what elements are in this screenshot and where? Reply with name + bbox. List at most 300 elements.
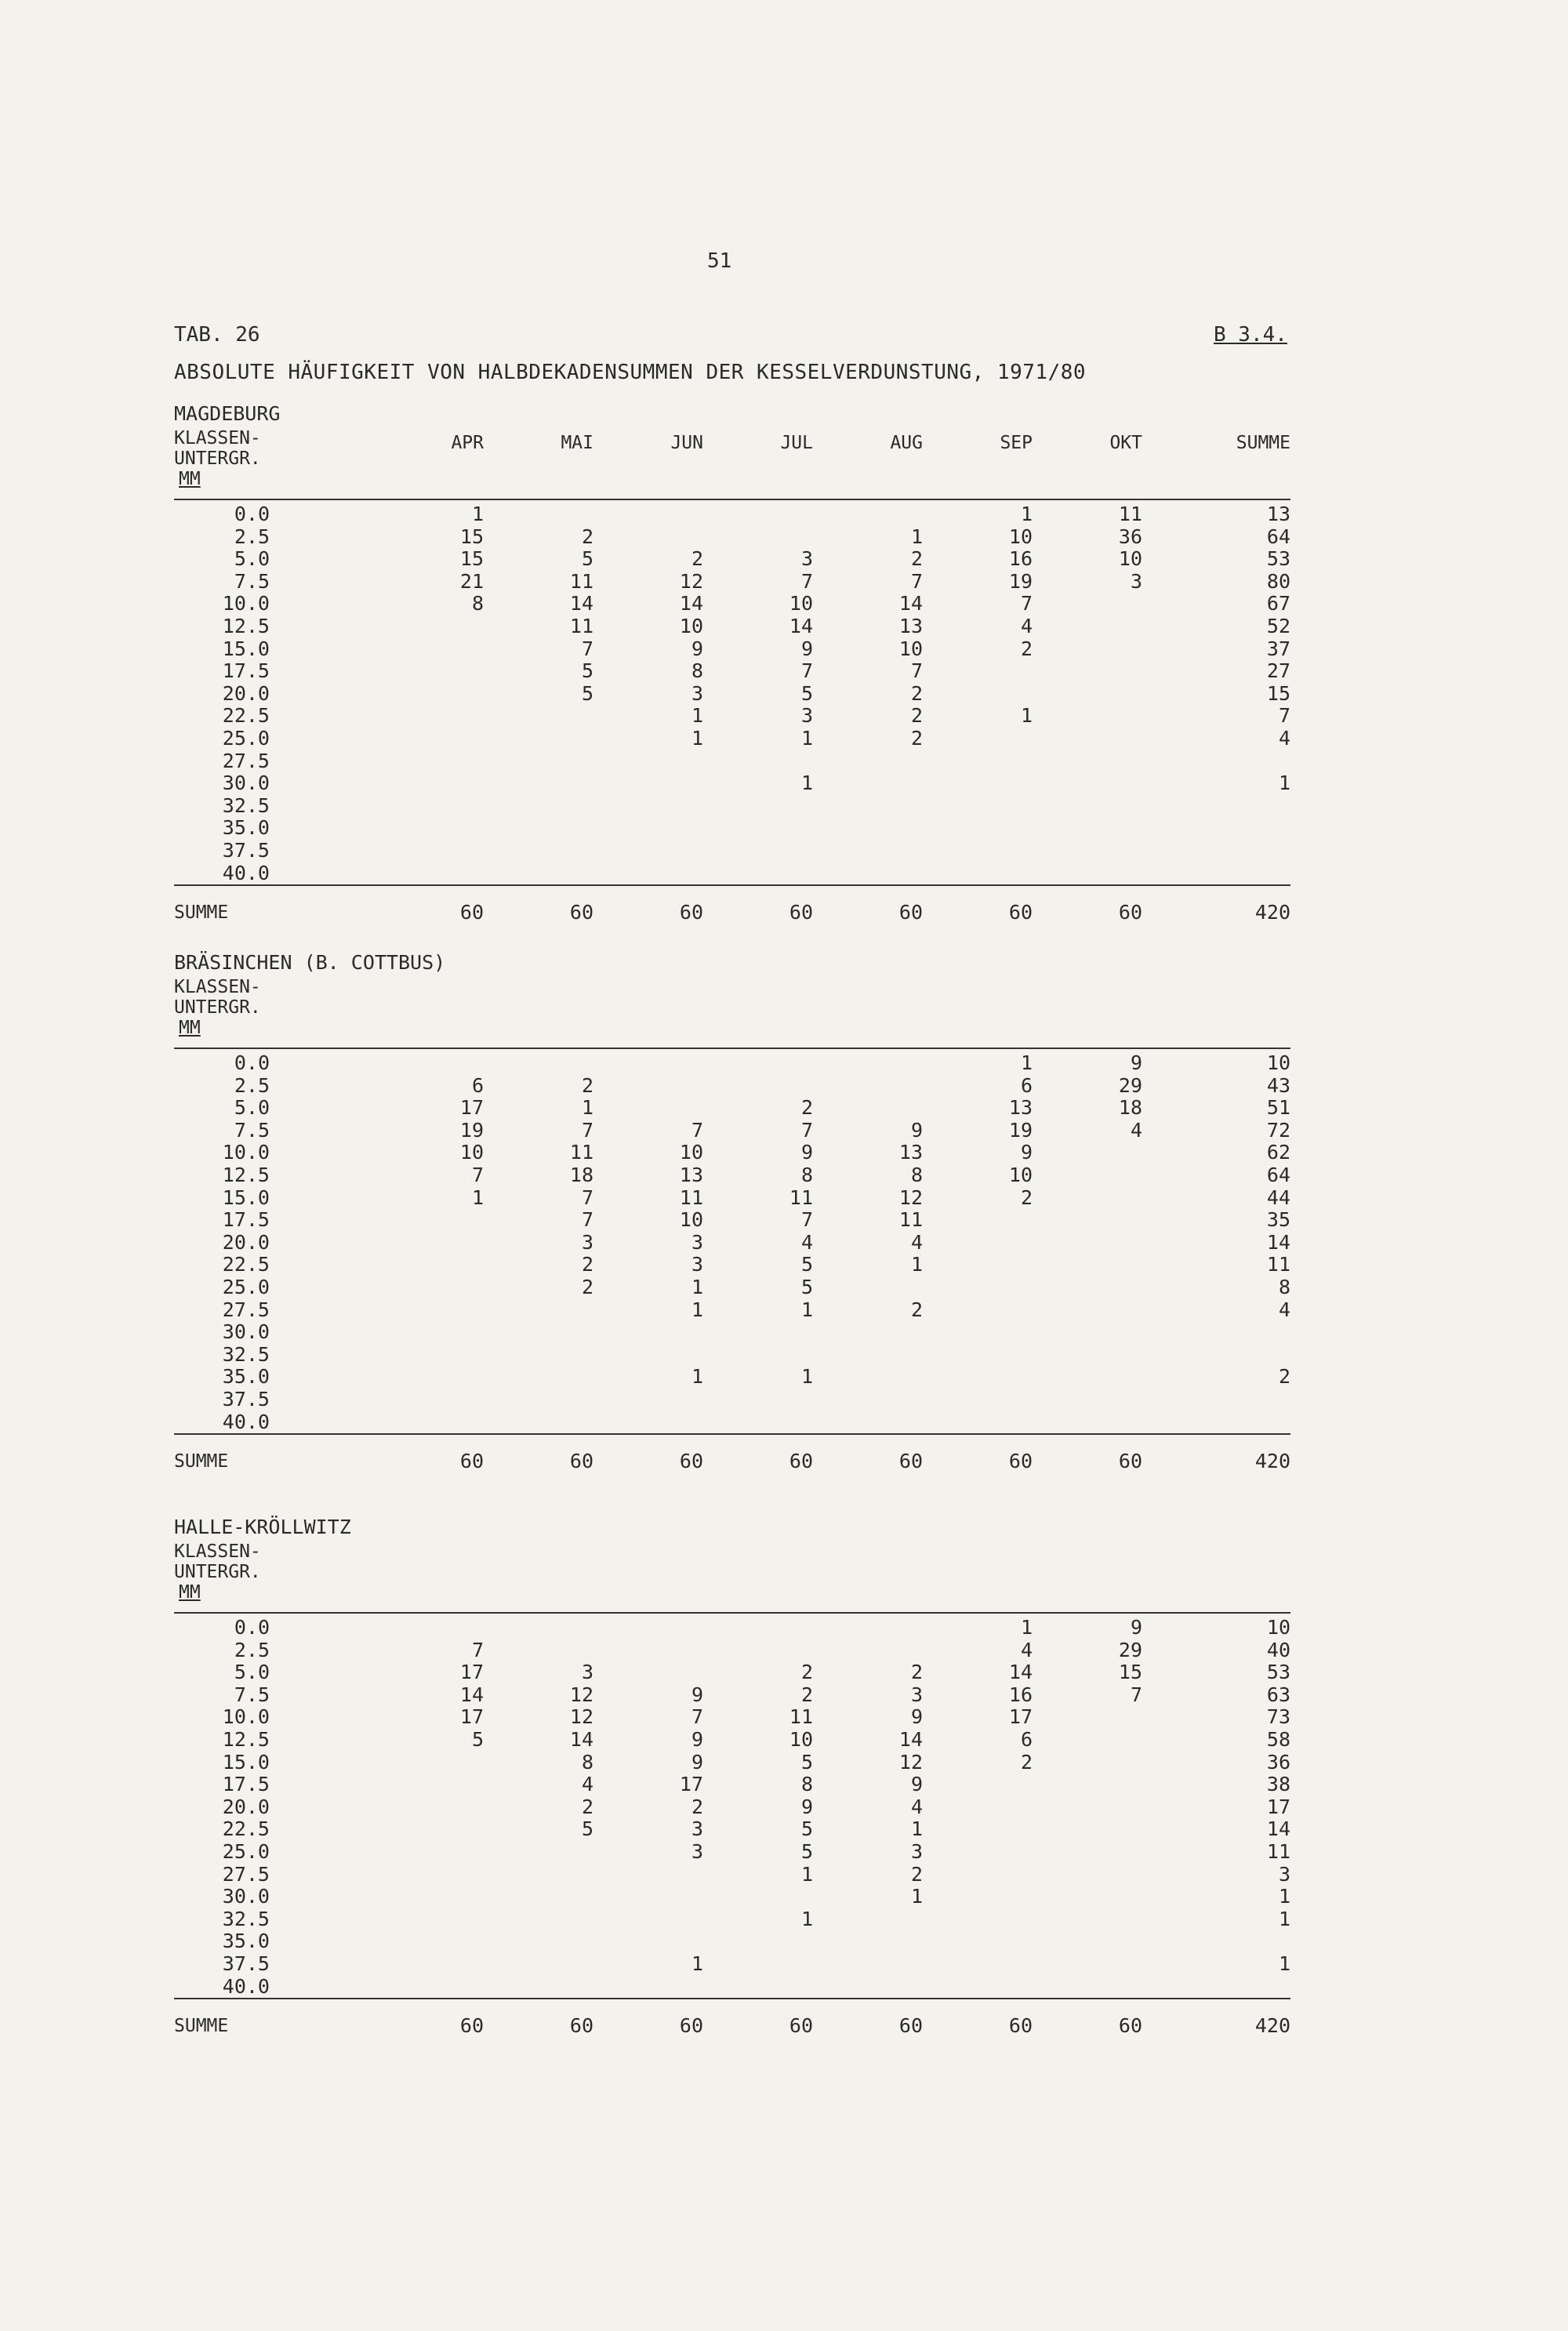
class-value: 7.5 bbox=[234, 569, 270, 593]
class-value: 5.0 bbox=[234, 547, 270, 571]
table-row bbox=[174, 1389, 1290, 1411]
cell-value: 2 bbox=[581, 525, 593, 548]
table-row bbox=[174, 1752, 1290, 1774]
class-header bbox=[174, 1541, 261, 1603]
class-value: 27.5 bbox=[222, 1298, 270, 1321]
cell-value: 7 bbox=[910, 569, 923, 593]
cell-value: 9 bbox=[691, 1683, 703, 1706]
table-header bbox=[174, 977, 1290, 1047]
class-header-line: MM bbox=[179, 469, 201, 489]
table-row bbox=[174, 1366, 1290, 1389]
table-row bbox=[174, 660, 1290, 683]
cell-value: 27 bbox=[1266, 659, 1290, 683]
cell-value: 3 bbox=[800, 547, 813, 571]
sum-value: 60 bbox=[1008, 1450, 1033, 1473]
cell-value: 1 bbox=[910, 1817, 923, 1841]
station-name: MAGDEBURG bbox=[174, 402, 281, 425]
cell-value: 1 bbox=[691, 726, 703, 750]
cell-value: 2 bbox=[581, 1253, 593, 1276]
class-value: 12.5 bbox=[222, 614, 270, 637]
cell-value: 6 bbox=[1020, 1727, 1033, 1751]
class-value: 40.0 bbox=[222, 1974, 270, 1998]
class-value: 17.5 bbox=[222, 659, 270, 683]
class-header-line: KLASSEN- bbox=[174, 1541, 261, 1562]
cell-value: 16 bbox=[1008, 1683, 1033, 1706]
table-row bbox=[174, 1886, 1290, 1908]
cell-value: 1 bbox=[471, 1185, 484, 1209]
table-row bbox=[174, 1164, 1290, 1187]
class-value: 20.0 bbox=[222, 1230, 270, 1254]
cell-value: 10 bbox=[898, 637, 923, 660]
cell-value: 64 bbox=[1266, 525, 1290, 548]
cell-value: 15 bbox=[1266, 681, 1290, 705]
sum-value: 60 bbox=[679, 1450, 703, 1473]
cell-value: 2 bbox=[910, 681, 923, 705]
cell-value: 13 bbox=[898, 614, 923, 637]
cell-value: 1 bbox=[800, 726, 813, 750]
table-row bbox=[174, 571, 1290, 594]
cell-value: 7 bbox=[471, 1163, 484, 1186]
cell-value: 2 bbox=[581, 1275, 593, 1298]
cell-value: 9 bbox=[691, 1727, 703, 1751]
table-row bbox=[174, 526, 1290, 549]
station-name: HALLE-KRÖLLWITZ bbox=[174, 1516, 351, 1538]
cell-value: 15 bbox=[1118, 1661, 1142, 1684]
cell-value: 3 bbox=[691, 1230, 703, 1254]
cell-value: 2 bbox=[800, 1683, 813, 1706]
cell-value: 5 bbox=[581, 681, 593, 705]
table-row bbox=[174, 1411, 1290, 1434]
station-section bbox=[174, 949, 1290, 1477]
table-row bbox=[174, 1187, 1290, 1210]
cell-value: 17 bbox=[459, 1661, 484, 1684]
cell-value: 10 bbox=[1008, 1163, 1033, 1186]
cell-value: 1 bbox=[1278, 1885, 1290, 1908]
cell-value: 37 bbox=[1266, 637, 1290, 660]
cell-value: 4 bbox=[1130, 1118, 1142, 1142]
sum-value: 60 bbox=[789, 1450, 813, 1473]
cell-value: 16 bbox=[1008, 547, 1033, 571]
cell-value: 3 bbox=[910, 1839, 923, 1863]
cell-value: 5 bbox=[581, 659, 593, 683]
cell-value: 9 bbox=[800, 637, 813, 660]
table-row bbox=[174, 1209, 1290, 1232]
table-rows bbox=[174, 500, 1290, 884]
sum-label: SUMME bbox=[174, 2016, 229, 2037]
sum-value: 60 bbox=[1118, 1450, 1142, 1473]
sum-rule bbox=[174, 1998, 1290, 1999]
class-value: 0.0 bbox=[234, 1616, 270, 1639]
cell-value: 14 bbox=[679, 592, 703, 615]
table-row bbox=[174, 705, 1290, 728]
cell-value: 10 bbox=[459, 1141, 484, 1164]
table-row bbox=[174, 1254, 1290, 1276]
cell-value: 4 bbox=[1020, 614, 1033, 637]
cell-value: 10 bbox=[1118, 547, 1142, 571]
cell-value: 10 bbox=[789, 1727, 813, 1751]
cell-value: 14 bbox=[898, 1727, 923, 1751]
cell-value: 5 bbox=[800, 681, 813, 705]
table-title: ABSOLUTE HÄUFIGKEIT VON HALBDEKADENSUMMEN DER KESSELVERDUNSTUNG, 1971/80 bbox=[174, 361, 1087, 384]
table-code: B 3.4. bbox=[1214, 323, 1287, 347]
cell-value: 13 bbox=[1008, 1096, 1033, 1120]
class-value: 17.5 bbox=[222, 1208, 270, 1232]
cell-value: 1 bbox=[800, 1907, 813, 1930]
class-header-line: UNTERGR. bbox=[174, 448, 261, 469]
cell-value: 15 bbox=[459, 547, 484, 571]
class-value: 37.5 bbox=[222, 1952, 270, 1975]
cell-value: 4 bbox=[1278, 1298, 1290, 1321]
class-value: 32.5 bbox=[222, 793, 270, 817]
sum-row bbox=[174, 2010, 1290, 2042]
cell-value: 7 bbox=[910, 659, 923, 683]
table-row bbox=[174, 1976, 1290, 1999]
cell-value: 2 bbox=[1020, 637, 1033, 660]
cell-value: 2 bbox=[1020, 1750, 1033, 1774]
cell-value: 7 bbox=[800, 1208, 813, 1232]
table-row bbox=[174, 772, 1290, 795]
cell-value: 9 bbox=[910, 1773, 923, 1796]
class-value: 2.5 bbox=[234, 525, 270, 548]
cell-value: 7 bbox=[800, 659, 813, 683]
class-value: 35.0 bbox=[222, 816, 270, 840]
table-header bbox=[174, 428, 1290, 499]
cell-value: 11 bbox=[569, 1141, 593, 1164]
table-row bbox=[174, 1774, 1290, 1796]
cell-value: 7 bbox=[691, 1705, 703, 1729]
column-header: JUL bbox=[780, 433, 813, 453]
table-row bbox=[174, 1841, 1290, 1864]
column-header: AUG bbox=[890, 433, 923, 453]
table-rows bbox=[174, 1049, 1290, 1433]
class-value: 40.0 bbox=[222, 861, 270, 884]
cell-value: 1 bbox=[691, 1952, 703, 1975]
table-label: TAB. 26 bbox=[174, 323, 260, 347]
cell-value: 11 bbox=[1118, 503, 1142, 525]
table-row bbox=[174, 1321, 1290, 1344]
cell-value: 1 bbox=[691, 704, 703, 728]
class-value: 12.5 bbox=[222, 1163, 270, 1186]
class-value: 12.5 bbox=[222, 1727, 270, 1751]
cell-value: 19 bbox=[459, 1118, 484, 1142]
cell-value: 1 bbox=[691, 1275, 703, 1298]
cell-value: 63 bbox=[1266, 1683, 1290, 1706]
cell-value: 14 bbox=[1266, 1817, 1290, 1841]
cell-value: 73 bbox=[1266, 1705, 1290, 1729]
cell-value: 17 bbox=[679, 1773, 703, 1796]
cell-value: 5 bbox=[800, 1253, 813, 1276]
cell-value: 10 bbox=[789, 592, 813, 615]
class-header-line: UNTERGR. bbox=[174, 1562, 261, 1582]
cell-value: 5 bbox=[581, 1817, 593, 1841]
table-header bbox=[174, 1541, 1290, 1612]
cell-value: 3 bbox=[910, 1683, 923, 1706]
cell-value: 8 bbox=[910, 1163, 923, 1186]
cell-value: 1 bbox=[910, 1885, 923, 1908]
cell-value: 2 bbox=[1278, 1365, 1290, 1389]
cell-value: 1 bbox=[800, 772, 813, 795]
table-row bbox=[174, 1661, 1290, 1684]
class-value: 0.0 bbox=[234, 503, 270, 525]
cell-value: 8 bbox=[1278, 1275, 1290, 1298]
cell-value: 1 bbox=[1020, 503, 1033, 525]
cell-value: 14 bbox=[1266, 1230, 1290, 1254]
table-row bbox=[174, 1818, 1290, 1841]
class-value: 37.5 bbox=[222, 1387, 270, 1411]
table-row bbox=[174, 1276, 1290, 1299]
table-row bbox=[174, 1299, 1290, 1322]
cell-value: 1 bbox=[1278, 772, 1290, 795]
class-value: 30.0 bbox=[222, 1885, 270, 1908]
class-value: 7.5 bbox=[234, 1118, 270, 1142]
cell-value: 1 bbox=[800, 1862, 813, 1886]
cell-value: 1 bbox=[910, 525, 923, 548]
cell-value: 10 bbox=[679, 1208, 703, 1232]
class-header-line: KLASSEN- bbox=[174, 428, 261, 448]
class-value: 30.0 bbox=[222, 772, 270, 795]
cell-value: 9 bbox=[910, 1118, 923, 1142]
table-row bbox=[174, 1120, 1290, 1142]
cell-value: 2 bbox=[910, 1298, 923, 1321]
table-row bbox=[174, 1142, 1290, 1164]
cell-value: 4 bbox=[581, 1773, 593, 1796]
cell-value: 11 bbox=[569, 614, 593, 637]
page-number: 51 bbox=[707, 249, 732, 273]
class-value: 10.0 bbox=[222, 592, 270, 615]
table-row bbox=[174, 750, 1290, 773]
column-header: MAI bbox=[561, 433, 593, 453]
cell-value: 3 bbox=[581, 1661, 593, 1684]
cell-value: 17 bbox=[459, 1705, 484, 1729]
sum-value: 420 bbox=[1254, 901, 1290, 924]
cell-value: 52 bbox=[1266, 614, 1290, 637]
table-row bbox=[174, 862, 1290, 885]
cell-value: 36 bbox=[1266, 1750, 1290, 1774]
cell-value: 12 bbox=[898, 1750, 923, 1774]
cell-value: 4 bbox=[800, 1230, 813, 1254]
cell-value: 3 bbox=[691, 1817, 703, 1841]
sum-value: 60 bbox=[569, 1450, 593, 1473]
cell-value: 51 bbox=[1266, 1096, 1290, 1120]
table-row bbox=[174, 683, 1290, 706]
cell-value: 53 bbox=[1266, 547, 1290, 571]
table-row bbox=[174, 638, 1290, 661]
cell-value: 18 bbox=[1118, 1096, 1142, 1120]
cell-value: 2 bbox=[910, 1661, 923, 1684]
sum-value: 60 bbox=[569, 901, 593, 924]
cell-value: 9 bbox=[1020, 1141, 1033, 1164]
cell-value: 35 bbox=[1266, 1208, 1290, 1232]
cell-value: 44 bbox=[1266, 1185, 1290, 1209]
cell-value: 7 bbox=[1130, 1683, 1142, 1706]
sum-value: 60 bbox=[898, 2014, 923, 2038]
cell-value: 8 bbox=[471, 592, 484, 615]
cell-value: 2 bbox=[800, 1661, 813, 1684]
sum-value: 60 bbox=[1008, 901, 1033, 924]
class-header bbox=[174, 428, 261, 489]
sum-value: 60 bbox=[679, 2014, 703, 2038]
table-row bbox=[174, 1052, 1290, 1075]
sum-value: 60 bbox=[898, 901, 923, 924]
cell-value: 2 bbox=[581, 1795, 593, 1818]
cell-value: 11 bbox=[789, 1705, 813, 1729]
table-row bbox=[174, 1864, 1290, 1886]
cell-value: 1 bbox=[910, 1253, 923, 1276]
cell-value: 40 bbox=[1266, 1638, 1290, 1661]
class-value: 25.0 bbox=[222, 1839, 270, 1863]
cell-value: 3 bbox=[691, 1839, 703, 1863]
class-value: 5.0 bbox=[234, 1661, 270, 1684]
class-header-line: KLASSEN- bbox=[174, 977, 261, 997]
class-value: 2.5 bbox=[234, 1638, 270, 1661]
class-value: 20.0 bbox=[222, 1795, 270, 1818]
class-header-line: MM bbox=[179, 1018, 201, 1038]
table-rows bbox=[174, 1614, 1290, 1998]
class-value: 15.0 bbox=[222, 637, 270, 660]
table-row bbox=[174, 503, 1290, 526]
cell-value: 7 bbox=[581, 637, 593, 660]
cell-value: 64 bbox=[1266, 1163, 1290, 1186]
sum-rule bbox=[174, 884, 1290, 886]
cell-value: 3 bbox=[691, 681, 703, 705]
cell-value: 1 bbox=[471, 503, 484, 525]
cell-value: 8 bbox=[581, 1750, 593, 1774]
cell-value: 2 bbox=[1020, 1185, 1033, 1209]
sum-value: 420 bbox=[1254, 2014, 1290, 2038]
cell-value: 12 bbox=[898, 1185, 923, 1209]
cell-value: 18 bbox=[569, 1163, 593, 1186]
class-value: 22.5 bbox=[222, 704, 270, 728]
class-value: 25.0 bbox=[222, 1275, 270, 1298]
cell-value: 2 bbox=[910, 547, 923, 571]
station-section bbox=[174, 1513, 1290, 2042]
cell-value: 2 bbox=[691, 1795, 703, 1818]
cell-value: 7 bbox=[1020, 592, 1033, 615]
sum-value: 60 bbox=[789, 901, 813, 924]
table-row bbox=[174, 1075, 1290, 1098]
cell-value: 11 bbox=[569, 569, 593, 593]
cell-value: 2 bbox=[691, 547, 703, 571]
cell-value: 17 bbox=[1266, 1795, 1290, 1818]
table-row bbox=[174, 1684, 1290, 1707]
table-row bbox=[174, 1930, 1290, 1953]
table-row bbox=[174, 1796, 1290, 1819]
table-row bbox=[174, 728, 1290, 750]
cell-value: 9 bbox=[691, 1750, 703, 1774]
sum-rule bbox=[174, 1433, 1290, 1435]
cell-value: 67 bbox=[1266, 592, 1290, 615]
cell-value: 2 bbox=[910, 1862, 923, 1886]
table-row bbox=[174, 1232, 1290, 1254]
cell-value: 6 bbox=[1020, 1073, 1033, 1097]
cell-value: 14 bbox=[1008, 1661, 1033, 1684]
cell-value: 5 bbox=[800, 1839, 813, 1863]
cell-value: 3 bbox=[1130, 569, 1142, 593]
cell-value: 43 bbox=[1266, 1073, 1290, 1097]
table-row bbox=[174, 1639, 1290, 1662]
cell-value: 3 bbox=[800, 704, 813, 728]
class-value: 32.5 bbox=[222, 1342, 270, 1366]
sum-value: 60 bbox=[1118, 2014, 1142, 2038]
cell-value: 9 bbox=[800, 1141, 813, 1164]
table-row bbox=[174, 1706, 1290, 1729]
cell-value: 19 bbox=[1008, 569, 1033, 593]
sum-row bbox=[174, 897, 1290, 928]
class-value: 10.0 bbox=[222, 1141, 270, 1164]
cell-value: 7 bbox=[471, 1638, 484, 1661]
cell-value: 1 bbox=[1278, 1907, 1290, 1930]
cell-value: 1 bbox=[800, 1365, 813, 1389]
sum-value: 60 bbox=[789, 2014, 813, 2038]
cell-value: 9 bbox=[800, 1795, 813, 1818]
cell-value: 9 bbox=[1130, 1051, 1142, 1074]
cell-value: 11 bbox=[898, 1208, 923, 1232]
cell-value: 1 bbox=[1020, 1616, 1033, 1639]
class-value: 40.0 bbox=[222, 1410, 270, 1433]
cell-value: 7 bbox=[581, 1208, 593, 1232]
class-value: 37.5 bbox=[222, 838, 270, 862]
class-value: 32.5 bbox=[222, 1907, 270, 1930]
station-name: BRÄSINCHEN (B. COTTBUS) bbox=[174, 951, 446, 974]
class-value: 27.5 bbox=[222, 749, 270, 772]
class-value: 10.0 bbox=[222, 1705, 270, 1729]
cell-value: 5 bbox=[800, 1750, 813, 1774]
cell-value: 14 bbox=[459, 1683, 484, 1706]
class-value: 5.0 bbox=[234, 1096, 270, 1120]
cell-value: 1 bbox=[581, 1096, 593, 1120]
cell-value: 1 bbox=[1020, 704, 1033, 728]
cell-value: 9 bbox=[1130, 1616, 1142, 1639]
class-header-line: UNTERGR. bbox=[174, 997, 261, 1018]
cell-value: 5 bbox=[471, 1727, 484, 1751]
cell-value: 2 bbox=[910, 704, 923, 728]
table-row bbox=[174, 1953, 1290, 1976]
cell-value: 10 bbox=[1008, 525, 1033, 548]
cell-value: 8 bbox=[800, 1773, 813, 1796]
sum-value: 60 bbox=[679, 901, 703, 924]
cell-value: 21 bbox=[459, 569, 484, 593]
class-value: 20.0 bbox=[222, 681, 270, 705]
cell-value: 7 bbox=[581, 1118, 593, 1142]
sum-value: 60 bbox=[459, 2014, 484, 2038]
cell-value: 5 bbox=[800, 1817, 813, 1841]
cell-value: 14 bbox=[789, 614, 813, 637]
sum-value: 60 bbox=[898, 1450, 923, 1473]
cell-value: 80 bbox=[1266, 569, 1290, 593]
cell-value: 17 bbox=[1008, 1705, 1033, 1729]
table-row bbox=[174, 817, 1290, 840]
cell-value: 7 bbox=[800, 1118, 813, 1142]
column-header: JUN bbox=[670, 433, 703, 453]
cell-value: 13 bbox=[898, 1141, 923, 1164]
cell-value: 9 bbox=[910, 1705, 923, 1729]
class-value: 35.0 bbox=[222, 1365, 270, 1389]
cell-value: 29 bbox=[1118, 1638, 1142, 1661]
cell-value: 19 bbox=[1008, 1118, 1033, 1142]
table-row bbox=[174, 795, 1290, 818]
sum-value: 60 bbox=[459, 901, 484, 924]
class-value: 22.5 bbox=[222, 1817, 270, 1841]
cell-value: 17 bbox=[459, 1096, 484, 1120]
sum-value: 420 bbox=[1254, 1450, 1290, 1473]
class-value: 0.0 bbox=[234, 1051, 270, 1074]
class-value: 30.0 bbox=[222, 1320, 270, 1344]
cell-value: 5 bbox=[800, 1275, 813, 1298]
cell-value: 4 bbox=[910, 1230, 923, 1254]
class-header-line: MM bbox=[179, 1582, 201, 1603]
cell-value: 1 bbox=[691, 1365, 703, 1389]
cell-value: 7 bbox=[581, 1185, 593, 1209]
